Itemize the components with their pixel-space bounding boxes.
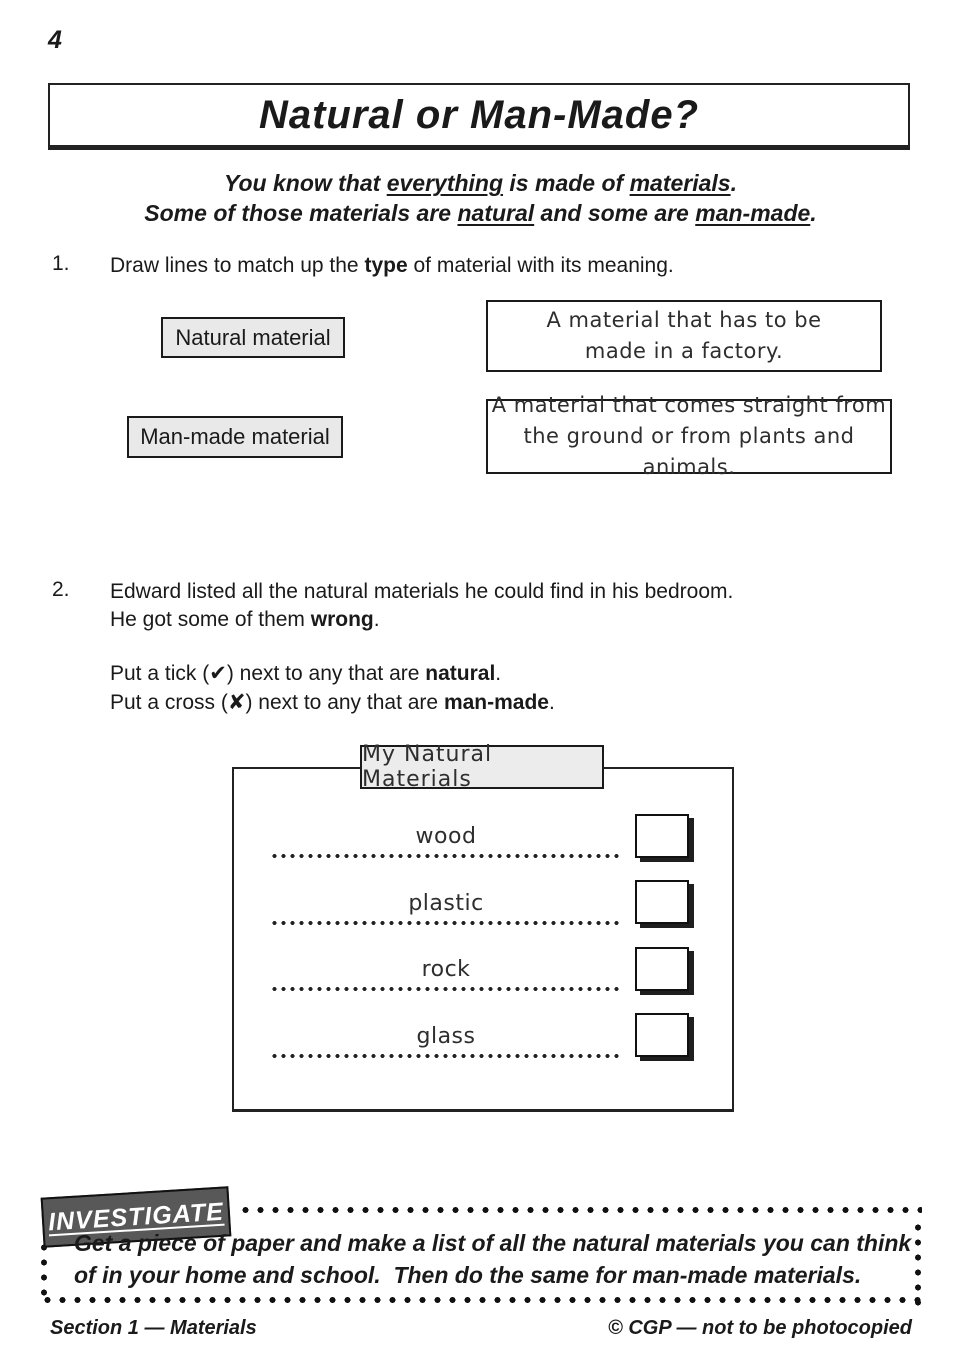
materials-list-box xyxy=(232,767,734,1112)
intro-underlined-natural: natural xyxy=(457,200,535,226)
q2-number: 2. xyxy=(52,578,70,601)
q2-cross-instruction xyxy=(110,688,555,717)
match-box-label: Natural material xyxy=(175,324,331,350)
intro-line-2 xyxy=(0,198,961,228)
q2-segment: . xyxy=(373,608,380,631)
q1-prompt xyxy=(110,252,674,280)
match-box-label: Man-made material xyxy=(140,424,330,449)
q2-bold-man-made: man-made xyxy=(443,691,549,714)
investigate-line-1: Get a piece of paper and make a list of all the natural materials you can think xyxy=(74,1230,912,1256)
q2-segment: Put a tick ( xyxy=(110,662,210,685)
match-box-natural-material[interactable] xyxy=(161,317,345,358)
page-title: Natural or Man-Made? xyxy=(258,92,700,137)
q2-tick-instruction xyxy=(110,659,555,688)
q2-segment: Put a cross ( xyxy=(110,691,228,714)
answer-dotted-line xyxy=(270,986,622,992)
definition-line: A material that comes straight from xyxy=(491,393,887,417)
q2-segment: He got some of them xyxy=(110,608,311,631)
intro-segment: and some are xyxy=(534,200,696,226)
intro-line-1 xyxy=(0,168,961,198)
q2-line-2 xyxy=(110,606,733,634)
intro-segment: is made of xyxy=(503,170,630,196)
intro-text xyxy=(0,168,961,228)
q2-segment: . xyxy=(495,662,502,685)
footer-section-label: Section 1 — Materials xyxy=(50,1317,257,1339)
intro-segment: You know that xyxy=(224,170,387,196)
definition-line: A material that has to be xyxy=(546,308,822,332)
q1-prompt-segment: of material with its meaning. xyxy=(407,254,674,277)
q2-bold-wrong: wrong xyxy=(310,608,374,631)
intro-underlined-man-made: man-made xyxy=(695,200,811,226)
intro-underlined-materials: materials xyxy=(629,170,731,196)
title-box xyxy=(48,83,910,150)
answer-dotted-line xyxy=(270,853,622,859)
tick-icon: ✔ xyxy=(209,661,227,685)
material-label-rock: rock xyxy=(421,957,471,982)
answer-checkbox-glass[interactable] xyxy=(635,1013,689,1057)
footer-copyright: © CGP — not to be photocopied xyxy=(608,1317,912,1339)
definition-line: made in a factory. xyxy=(584,339,784,363)
q1-prompt-segment: Draw lines to match up the xyxy=(110,254,365,277)
investigate-line-2: of in your home and school. Then do the same for man-made materials. xyxy=(74,1262,862,1288)
match-box-man-made-material[interactable] xyxy=(127,416,343,458)
cross-icon: ✘ xyxy=(227,690,246,714)
definition-box-factory[interactable] xyxy=(486,300,882,372)
q2-instructions xyxy=(110,659,555,717)
dotted-border-left xyxy=(40,1240,48,1296)
q2-segment: ) next to any that are xyxy=(245,691,444,714)
q2-intro xyxy=(110,578,733,634)
intro-segment: . xyxy=(730,170,737,196)
q2-segment: . xyxy=(548,691,555,714)
intro-underlined-everything: everything xyxy=(386,170,504,196)
q1-prompt-bold-type: type xyxy=(364,254,408,277)
dotted-border-bottom xyxy=(40,1296,922,1304)
dotted-border-top xyxy=(238,1206,922,1214)
intro-segment: . xyxy=(810,200,817,226)
definition-line: the ground or from plants and animals. xyxy=(523,424,855,479)
answer-checkbox-rock[interactable] xyxy=(635,947,689,991)
material-label-wood: wood xyxy=(415,824,477,849)
q1-number: 1. xyxy=(52,252,70,275)
q2-line-1: Edward listed all the natural materials he could find in his bedroom. xyxy=(110,580,734,603)
answer-checkbox-wood[interactable] xyxy=(635,814,689,858)
dotted-border-right xyxy=(914,1220,922,1306)
material-label-plastic: plastic xyxy=(408,891,484,916)
definition-box-ground-plants-animals[interactable] xyxy=(486,393,892,479)
materials-box-title xyxy=(360,742,604,792)
q2-segment: ) next to any that are xyxy=(226,662,426,685)
material-label-glass: glass xyxy=(416,1024,476,1049)
investigate-badge-label: INVESTIGATE xyxy=(47,1197,225,1236)
answer-dotted-line xyxy=(270,1053,622,1059)
answer-checkbox-plastic[interactable] xyxy=(635,880,689,924)
intro-segment: Some of those materials are xyxy=(144,200,458,226)
q2-bold-natural: natural xyxy=(425,662,496,685)
page-number: 4 xyxy=(48,26,62,54)
materials-box-title-text: My Natural Materials xyxy=(362,742,493,792)
answer-dotted-line xyxy=(270,920,622,926)
